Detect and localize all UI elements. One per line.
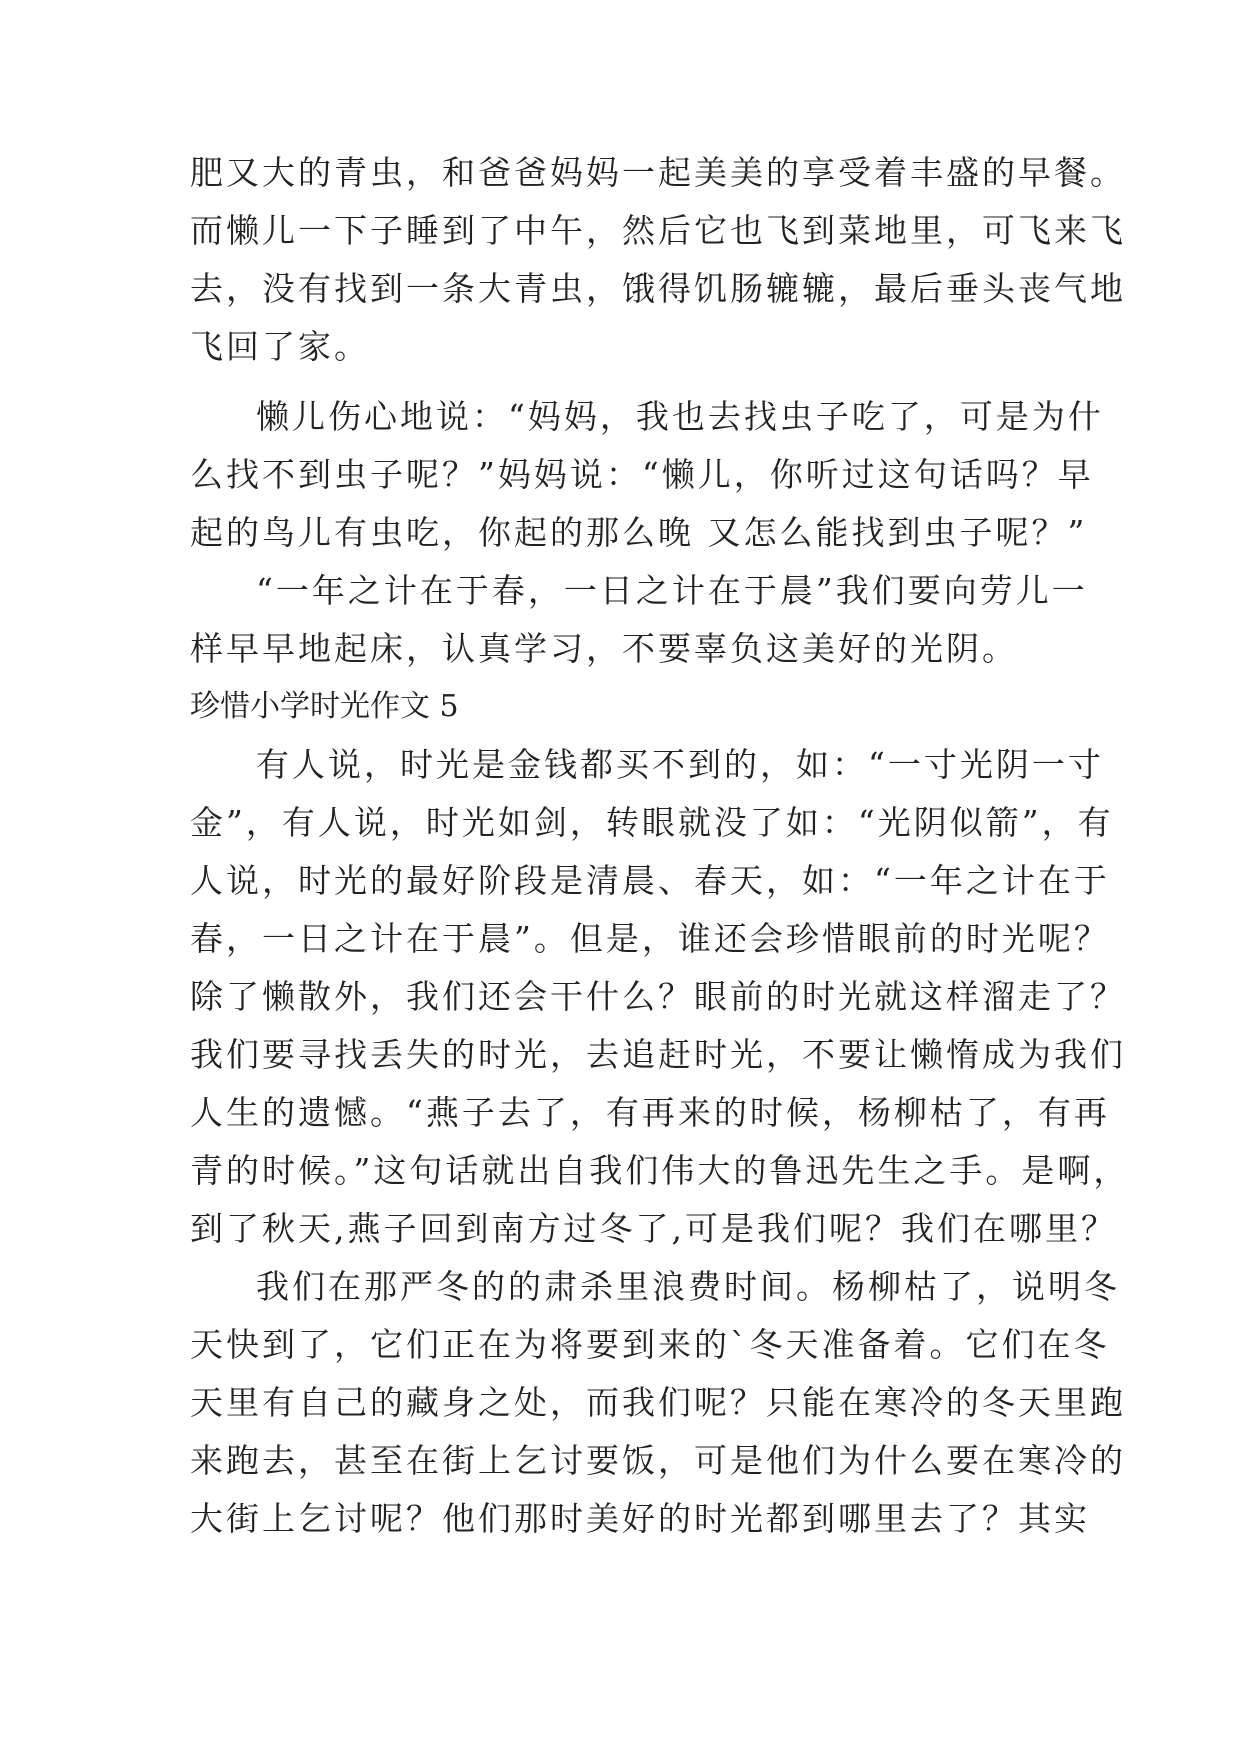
text-line: 么找不到虫子呢？”妈妈说：“懒儿，你听过这句话吗？早: [190, 455, 1094, 494]
text-line: 样早早地起床，认真学习，不要辜负这美好的光阴。: [190, 629, 1018, 668]
paragraph-start-line: 我们在那严冬的的肃杀里浪费时间。杨柳枯了，说明冬: [256, 1267, 1120, 1306]
text-line: 青的时候。”这句话就出自我们伟大的鲁迅先生之手。是啊，: [190, 1151, 1130, 1190]
text-line: 飞回了家。: [190, 327, 370, 366]
text-line: 肥又大的青虫，和爸爸妈妈一起美美的享受着丰盛的早餐。: [190, 153, 1126, 192]
text-line: 起的鸟儿有虫吃，你起的那么晚 又怎么能找到虫子呢？”: [190, 513, 1088, 552]
text-line: 大街上乞讨呢？他们那时美好的时光都到哪里去了？其实: [190, 1499, 1090, 1538]
section-heading: 珍惜小学时光作文 5: [190, 689, 459, 724]
text-line: 来跑去，甚至在街上乞讨要饭，可是他们为什么要在寒冷的: [190, 1441, 1126, 1480]
text-line: 人说，时光的最好阶段是清晨、春天，如：“一年之计在于: [190, 861, 1110, 900]
text-line: 人生的遗憾。“燕子去了，有再来的时候，杨柳枯了，有再: [190, 1093, 1110, 1132]
paragraph-start-line: 懒儿伤心地说：“妈妈，我也去找虫子吃了，可是为什: [256, 397, 1104, 436]
text-line: 金”，有人说，时光如剑，转眼就没了如：“光阴似箭”，有: [190, 803, 1114, 842]
paragraph-start-line: 有人说，时光是金钱都买不到的，如：“一寸光阴一寸: [256, 745, 1104, 784]
paragraph-start-line: “一年之计在于春，一日之计在于晨”我们要向劳儿一: [256, 571, 1088, 610]
text-line: 而懒儿一下子睡到了中午，然后它也飞到菜地里，可飞来飞: [190, 211, 1126, 250]
text-line: 春，一日之计在于晨”。但是，谁还会珍惜眼前的时光呢？: [190, 919, 1110, 958]
text-line: 天快到了，它们正在为将要到来的`冬天准备着。它们在冬: [190, 1325, 1110, 1364]
text-line: 到了秋天,燕子回到南方过冬了,可是我们呢？我们在哪里？: [190, 1209, 1117, 1248]
text-line: 去，没有找到一条大青虫，饿得饥肠辘辘，最后垂头丧气地: [190, 269, 1126, 308]
text-line: 我们要寻找丢失的时光，去追赶时光，不要让懒惰成为我们: [190, 1035, 1126, 1074]
text-line: 天里有自己的藏身之处，而我们呢？只能在寒冷的冬天里跑: [190, 1383, 1126, 1422]
text-line: 除了懒散外，我们还会干什么？眼前的时光就这样溜走了？: [190, 977, 1126, 1016]
